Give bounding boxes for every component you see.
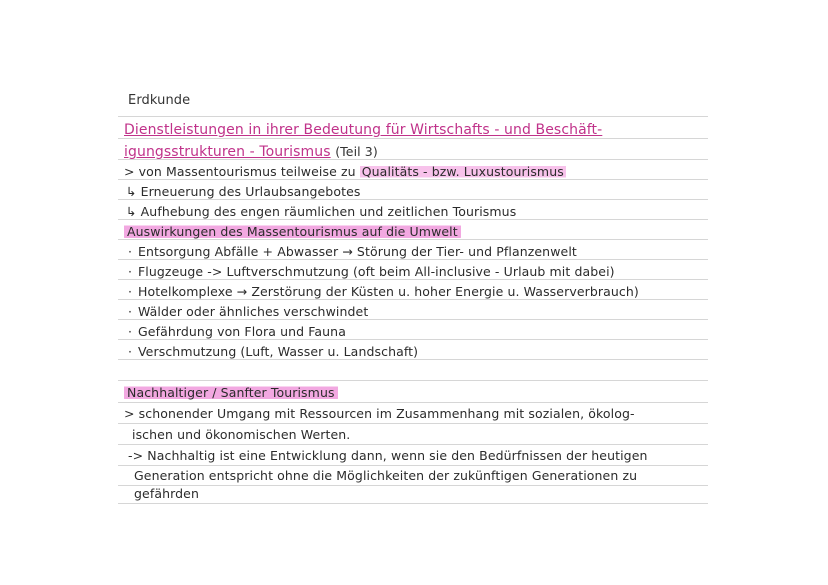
ruled-line [118,199,708,200]
bullet-dot: · [128,284,133,299]
ruled-line [118,179,708,180]
ruled-line [118,319,708,320]
ruled-line [118,423,708,424]
ruled-line [118,465,708,466]
impact-item [128,304,368,319]
subject-heading: Erdkunde [128,93,191,108]
ruled-line [118,380,708,381]
sustainable-line-3: -> Nachhaltig ist eine Entwicklung dann, wenn sie den Bedürfnissen der heutigen [128,448,648,463]
bullet-dot: · [128,264,133,279]
impact-item-text: Entsorgung Abfälle + Abwasser → Störung der Tier- und Pflanzenwelt [138,244,577,259]
intro-line-1 [124,164,566,179]
ruled-line [118,359,708,360]
impact-item-text: Flugzeuge -> Luftverschmutzung (oft beim All-inclusive - Urlaub mit dabei) [138,264,615,279]
impact-item-text: Verschmutzung (Luft, Wasser u. Landschaft) [138,344,419,359]
impact-item [128,244,577,259]
ruled-line [118,444,708,445]
impact-item-text: Gefährdung von Flora und Fauna [138,324,346,339]
ruled-line [118,259,708,260]
sustainable-line-4: Generation entspricht ohne die Möglichkeiten der zukünftigen Generationen zu [134,468,638,483]
impact-item [128,284,639,299]
intro-line-2: ↳ Erneuerung des Urlaubsangebotes [126,184,361,199]
ruled-line [118,219,708,220]
ruled-line [118,138,708,139]
impact-item [128,264,615,279]
bullet-dot: · [128,324,133,339]
intro-line-3: ↳ Aufhebung des engen räumlichen und zeitlichen Tourismus [126,204,517,219]
sustainable-line-2: ischen und ökonomischen Werten. [132,427,351,442]
bullet-dot: · [128,244,133,259]
bullet-dot: · [128,304,133,319]
impacts-heading [124,224,461,239]
bullet-dot: · [128,344,133,359]
impact-item-text: Wälder oder ähnliches verschwindet [138,304,369,319]
ruled-line [118,279,708,280]
sustainable-line-5: gefährden [134,486,199,501]
impact-item [128,324,346,339]
title-line-2-main: igungsstrukturen - Tourismus [124,144,331,160]
title-line-1: Dienstleistungen in ihrer Bedeutung für Wirtschafts - und Beschäft- [124,122,603,138]
intro-line-1-text: > von Massentourismus teilweise zu [124,164,356,179]
sustainable-heading-text: Nachhaltiger / Sanfter Tourismus [124,385,338,400]
ruled-line [118,239,708,240]
ruled-line [118,116,708,117]
ruled-line [118,503,708,504]
ruled-line [118,339,708,340]
intro-highlight: Qualitäts - bzw. Luxustourismus [361,164,564,179]
sustainable-line-1: > schonender Umgang mit Ressourcen im Zusammenhang mit sozialen, ökolog- [124,406,635,421]
ruled-line [118,402,708,403]
ruled-line [118,299,708,300]
sustainable-heading [124,385,338,400]
title-line-2 [124,144,378,160]
impact-item-text: Hotelkomplexe → Zerstörung der Küsten u. hoher Energie u. Wasserverbrauch) [138,284,639,299]
impacts-heading-text: Auswirkungen des Massentourismus auf die Umwelt [124,224,461,239]
impact-item [128,344,418,359]
ruled-line [118,485,708,486]
title-part-label: (Teil 3) [335,144,378,159]
